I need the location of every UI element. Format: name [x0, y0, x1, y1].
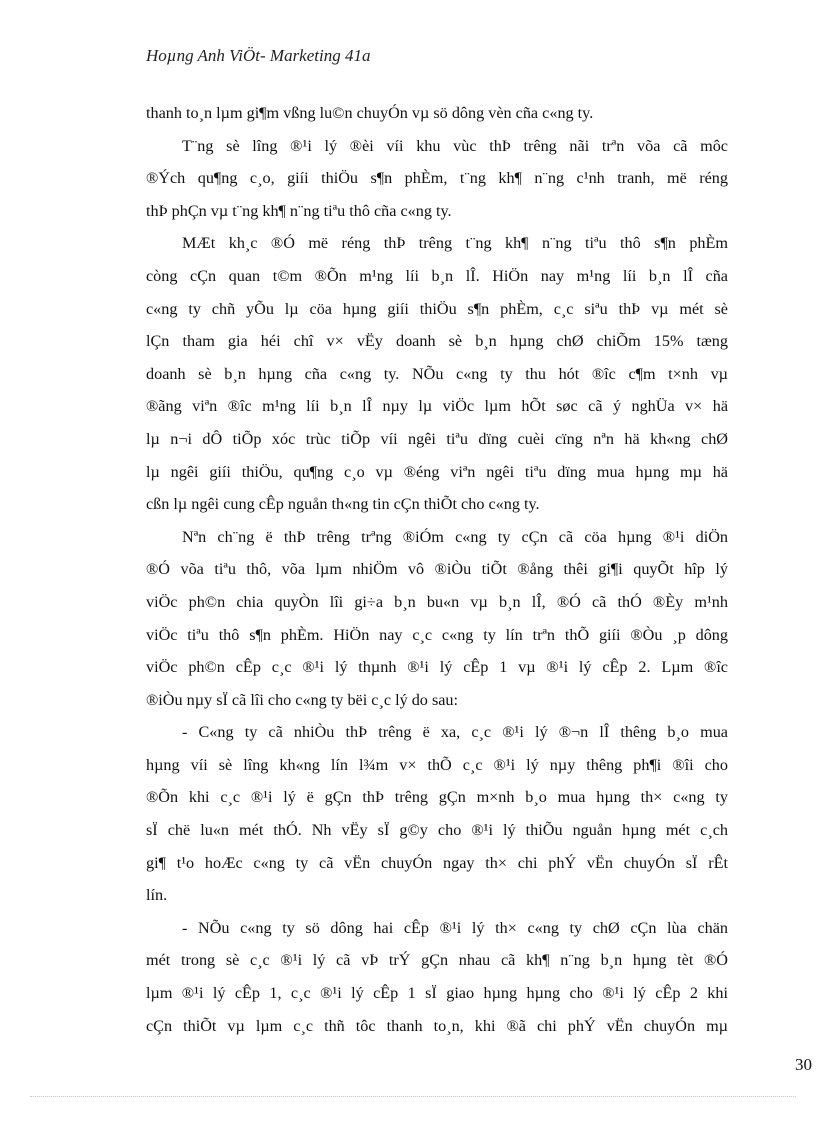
- text-line: lµm ®¹i lý cÊp 1, c¸c ®¹i lý cÊp 1 sÏ giao hµng hµng cho ®¹i lý cÊp 2 khi: [146, 984, 728, 1003]
- text-line: ®Õn khi c¸c ®¹i lý ë gÇn thÞ trêng gÇn m×nh b¸o mua hµng th× c«ng ty: [146, 788, 728, 807]
- bottom-divider: [30, 1096, 796, 1097]
- text-line: cÇn thiÕt vµ lµm c¸c thñ tôc thanh to¸n, khi ®ã chi phÝ vËn chuyÓn mµ: [146, 1016, 728, 1035]
- text-line: ®iÒu nµy sÏ cã lîi cho c«ng ty bëi c¸c lý do sau:: [146, 690, 459, 709]
- page-number: 30: [795, 1055, 812, 1074]
- text-line: c«ng ty chñ yÕu lµ cöa hµng giíi thiÖu s¶n phÈm, c¸c siªu thÞ vµ mét sè: [146, 299, 728, 318]
- text-line: MÆt kh¸c ®Ó më réng thÞ trêng t¨ng kh¶ n¨ng tiªu thô s¶n phÈm: [182, 234, 728, 253]
- text-line: còng cÇn quan t©m ®Õn m¹ng líi b¸n lÎ. HiÖn nay m¹ng líi b¸n lÎ cña: [146, 266, 728, 285]
- body-text: [146, 97, 728, 1042]
- text-line: hµng víi sè lîng kh«ng lín l¾m v× thÕ c¸c ®¹i lý nµy thêng ph¶i ®îi cho: [146, 755, 728, 774]
- running-header: Hoµng Anh ViÖt- Marketing 41a: [146, 46, 371, 65]
- text-line: T¨ng sè lîng ®¹i lý ®èi víi khu vùc thÞ trêng nãi trªn võa cã môc: [182, 136, 728, 155]
- text-line: lµ ngêi giíi thiÖu, qu¶ng c¸o vµ ®éng viªn ngêi tiªu dïng mua hµng mµ hä: [146, 462, 728, 481]
- text-line: ®Ó võa tiªu thô, võa lµm nhiÖm vô ®iÒu tiÕt ®ång thêi gi¶i quyÕt hîp lý: [146, 560, 728, 579]
- text-line: ®ãng viªn ®îc m¹ng líi b¸n lÎ nµy lµ viÖc lµm hÕt søc cã ý nghÜa v× hä: [146, 397, 728, 416]
- text-line: gi¶ t¹o hoÆc c«ng ty cã vËn chuyÓn ngay th× chi phÝ vËn chuyÓn sÏ rÊt: [146, 853, 728, 872]
- text-line: lín.: [146, 886, 168, 905]
- text-line: lµ n¬i dÔ tiÕp xóc trùc tiÕp víi ngêi tiªu dïng cuèi cïng nªn hä kh«ng chØ: [146, 429, 728, 448]
- text-line: doanh sè b¸n hµng cña c«ng ty. NÕu c«ng ty thu hót ®îc c¶m t×nh vµ: [146, 364, 728, 383]
- text-line: Nªn ch¨ng ë thÞ trêng trªng ®iÓm c«ng ty cÇn cã cöa hµng ®¹i diÖn: [182, 527, 728, 546]
- text-line: viÖc ph©n cÊp c¸c ®¹i lý thµnh ®¹i lý cÊp 1 vµ ®¹i lý cÊp 2. Lµm ®îc: [146, 658, 728, 677]
- text-line: - C«ng ty cã nhiÒu thÞ trêng ë xa, c¸c ®¹i lý ®¬n lÎ thêng b¸o mua: [182, 723, 728, 742]
- text-line: ®Ých qu¶ng c¸o, giíi thiÖu s¶n phÈm, t¨ng kh¶ n¨ng c¹nh tranh, më réng: [146, 169, 728, 188]
- text-line: viÖc ph©n chia quyÒn lîi gi÷a b¸n bu«n vµ b¸n lÎ, ®Ó cã thÓ ®Èy m¹nh: [146, 592, 728, 611]
- text-line: mét trong sè c¸c ®¹i lý cã vÞ trÝ gÇn nhau cã kh¶ n¨ng b¸n hµng tèt ®Ó: [146, 951, 728, 970]
- text-line: thÞ phÇn vµ t¨ng kh¶ n¨ng tiªu thô cña c«ng ty.: [146, 201, 452, 220]
- text-line: lÇn tham gia héi chî v× vËy doanh sè b¸n hµng chØ chiÕm 15% tæng: [146, 332, 728, 351]
- text-line: cßn lµ ngêi cung cÊp nguån th«ng tin cÇn thiÕt cho c«ng ty.: [146, 495, 540, 514]
- text-line: thanh to¸n lµm gi¶m vßng lu©n chuyÓn vµ sö dông vèn cña c«ng ty.: [146, 104, 594, 122]
- text-line: sÏ chë lu«n mét thÓ. Nh vËy sÏ g©y cho ®¹i lý thiÕu nguån hµng mét c¸ch: [146, 821, 728, 840]
- text-line: viÖc tiªu thô s¶n phÈm. HiÖn nay c¸c c«ng ty lín trªn thÕ giíi ®Òu ¸p dông: [146, 625, 728, 644]
- text-line: - NÕu c«ng ty sö dông hai cÊp ®¹i lý th× c«ng ty chØ cÇn lùa chän: [182, 918, 728, 937]
